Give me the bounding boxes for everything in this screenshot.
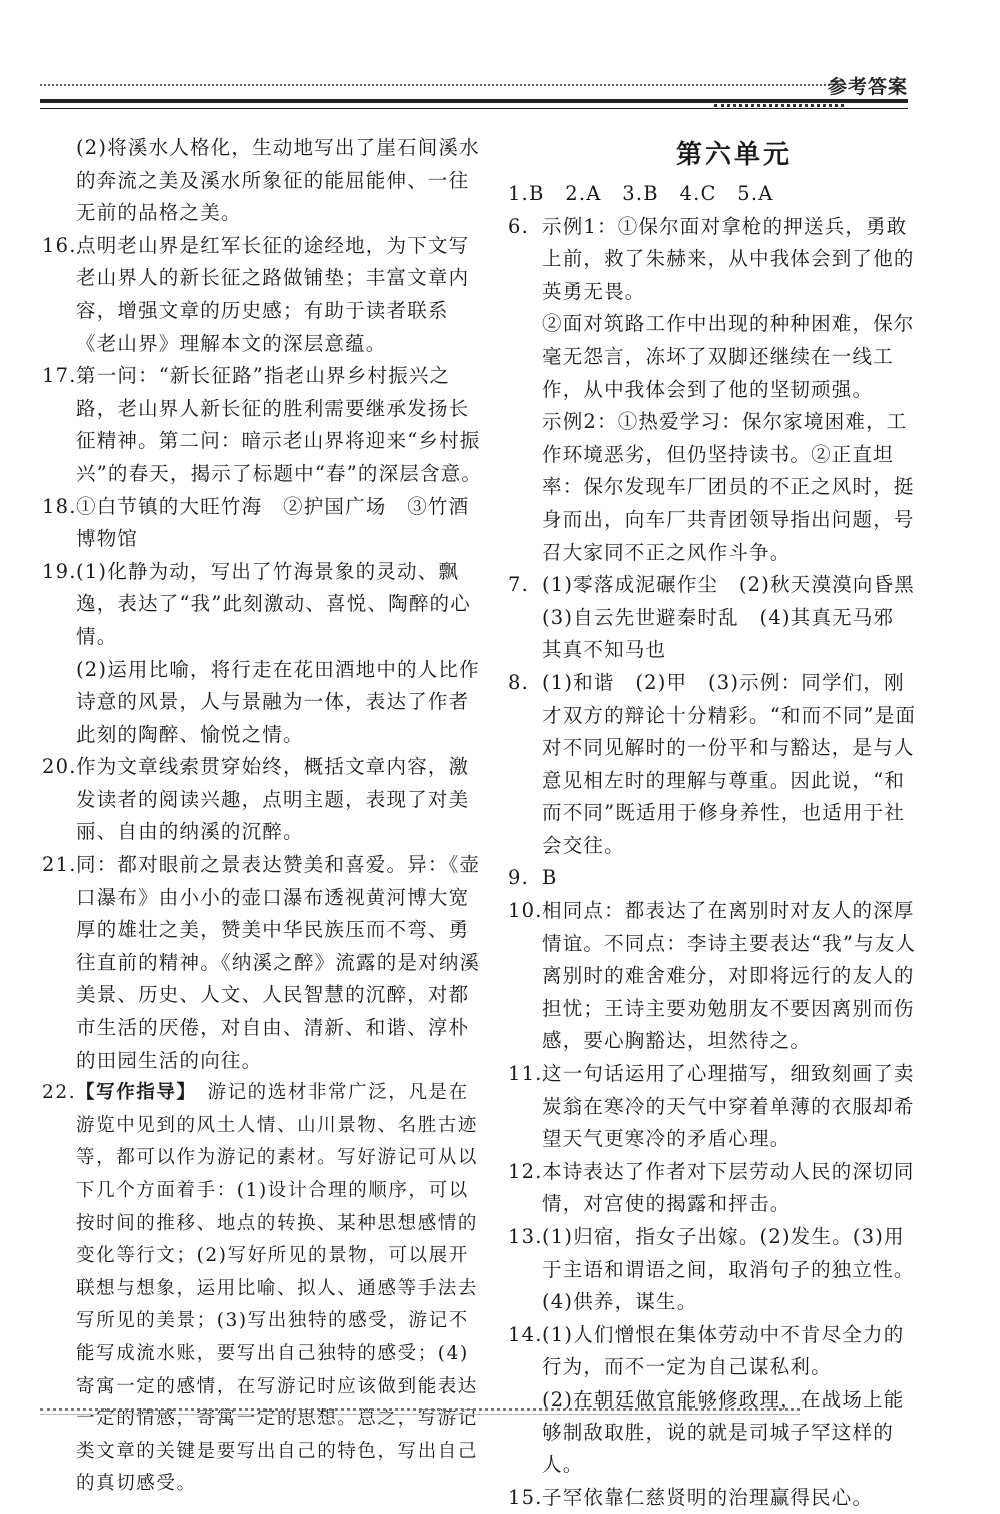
answer-6-example2: 示例2：①热爱学习：保尔家境困难，工作环境恶劣，但仍坚持读书。②正直坦率：保尔发现车厂团员的不正之风时，挺身而出，向车厂共青团领导指出问题，号召大家同不正之风作斗争。 [542,410,915,564]
answer-17: 17.第一问：“新长征路”指老山界乡村振兴之路，老山界人新长征的胜利需要继承发扬长征精神。第二问：暗示老山界将迎来“乡村振兴”的春天，揭示了标题中“春”的深层含意。 [42,364,483,485]
writing-guide-label: 【写作指导】 [76,1082,188,1104]
header-rule-thick [40,99,908,103]
header-dotted-line [40,84,830,86]
answer-14-part2: (2)在朝廷做官能够修政理，在战场上能够制敌取胜，说的就是司城子罕这样的人。 [542,1387,905,1477]
answer-8: 8. (1)和谐 (2)甲 (3)示例：同学们，刚才双方的辩论十分精彩。“和而不同”是面对不同见解时的一份平和与豁达，是与人意见相左时的理解与尊重。因此说，“和而不同”既适用于修身养性，也适用于社会交往。 [508,670,917,857]
answers-1-5: 1.B 2.A 3.B 4.C 5.A [508,182,774,205]
page-header [0,0,1000,140]
answer-21: 21.同：都对眼前之景表达赞美和喜爱。异：《壶口瀑布》由小小的壶口瀑布透视黄河博大宽厚的雄壮之美，赞美中华民族压而不弯、勇往直前的精神。《纳溪之醉》流露的是对纳溪美景、历史、人文、人民智慧的沉醉，对都市生活的厌倦，对自由、清新、和谐、淳朴的田园生活的向往。 [42,853,481,1072]
answer-19-part2: (2)运用比喻，将行走在花田酒地中的人比作诗意的风景，人与景融为一体，表达了作者此刻的陶醉、愉悦之情。 [76,657,480,746]
answer-22: 22.【写作指导】 游记的选材非常广泛，凡是在游览中见到的风土人情、山川景物、名胜古迹等，都可以作为游记的素材。写好游记可从以下几个方面着手：(1)设计合理的顺序，可以按时间的推移、地点的转换、某种思想感情的变化等行文；(2)写好所见的景物，可以展开联想与想象，运用比喻、拟人、通感等手法去写所见的美景；(3)写出独特的感受，游记不能写成流水账，要写出自己独特的感受；(4)寄寓一定的感情，在写游记时应该做到能表达一定的情感，寄寓一定的思想。总之，写游记类文章的关键是要写出自己的特色，写出自己的真切感受。 [42,1082,479,1495]
answer-9: 9. B [508,866,558,890]
answer-15: 15.子罕依靠仁慈贤明的治理赢得民心。 [508,1485,874,1509]
answer-7-part2: (3)自云先世避秦时乱 (4)其真无马邪 其真不知马也 [542,605,915,662]
answer-13: 13.(1)归宿，指女子出嫁。(2)发生。(3)用于主语和谓语之间，取消句子的独立性。(4)供养，谋生。 [508,1225,915,1314]
header-rule-thin [40,108,908,109]
answer-15-part2: (2)将溪水人格化，生动地写出了崖石间溪水的奔流之美及溪水所象征的能屈能伸、一往无前的品格之美。 [76,136,480,225]
answer-14: 14.(1)人们憎恨在集体劳动中不肯尽全力的行为，而不一定为自己谋私利。 [508,1322,905,1379]
answer-6: 6. 示例1：①保尔面对拿枪的押送兵，勇敢上前，救了朱赫来，从中我体会到了他的英勇无畏。 [508,214,915,303]
left-column [42,132,484,1501]
footer-rule [40,1414,800,1415]
header-rule-dots [714,104,844,107]
answer-19: 19.(1)化静为动，写出了竹海景象的灵动、飘逸，表达了“我”此刻激动、喜悦、陶醉的心情。 [42,559,471,648]
header-title: 参考答案 [827,76,908,98]
answer-12: 12.本诗表达了作者对下层劳动人民的深切同情，对宫使的揭露和抨击。 [508,1159,915,1216]
section-title: 第六单元 [675,140,792,170]
answer-16: 16.点明老山界是红军长征的途经地，为下文写老山界人的新长征之路做铺垫；丰富文章内容，增强文章的历史感；有助于读者联系《老山界》理解本文的深层意蕴。 [42,233,470,355]
answer-20: 20.作为文章线索贯穿始终，概括文章内容，激发读者的阅读兴趣，点明主题，表现了对美丽、自由的纳溪的沉醉。 [42,755,470,844]
answer-10: 10.相同点：都表达了在离别时对友人的深厚情谊。不同点：李诗主要表达“我”与友人离别时的难舍难分，对即将远行的友人的担忧；王诗主要劝勉朋友不要因离别而伤感，要心胸豁达，坦然待之。 [508,899,917,1053]
answer-6-part2: ②面对筑路工作中出现的种种困难，保尔毫无怨言，冻坏了双脚还继续在一线工作，从中我体会到了他的坚韧顽强。 [542,312,915,401]
answer-18: 18.①白节镇的大旺竹海 ②护国广场 ③竹酒博物馆 [42,494,470,551]
answer-7: 7. (1)零落成泥碾作尘 (2)秋天漠漠向昏黑 [508,573,915,597]
answer-11: 11.这一句话运用了心理描写，细致刻画了卖炭翁在寒冷的天气中穿着单薄的衣服却希望天气更寒冷的矛盾心理。 [508,1062,915,1151]
right-column [508,132,920,1514]
